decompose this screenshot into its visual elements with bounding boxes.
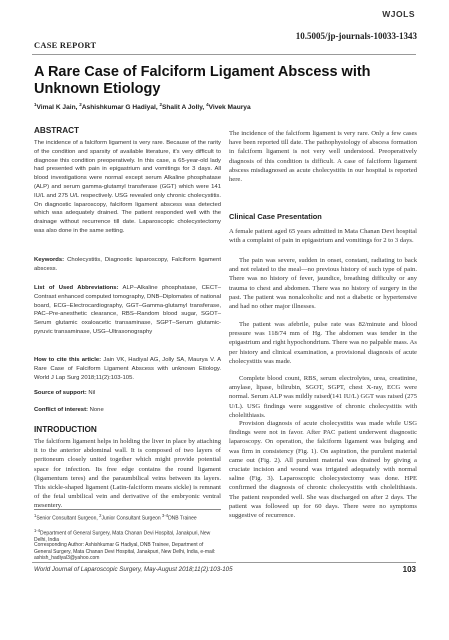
author-affil-num: 1 bbox=[34, 102, 37, 107]
abstract-heading: ABSTRACT bbox=[34, 126, 80, 135]
author-list bbox=[34, 102, 424, 111]
case-heading: Clinical Case Presentation bbox=[229, 212, 322, 221]
conflict-of-interest bbox=[34, 406, 221, 415]
cite-label: How to cite this article: bbox=[34, 357, 102, 363]
source-label: Source of support: bbox=[34, 390, 87, 396]
author-name: Shalit A Jolly, bbox=[162, 104, 207, 112]
case-para-3: The patient was afebrile, pulse rate was 82/minute and blood pressure was 118/74 mm of Hg. The abdomen was tender in the epigastrium and right hypochondrium. There was no palpable mass. As per history and clinical examination, a provisional diagnosis of acute cholecystitis was made. bbox=[229, 321, 417, 365]
abbrev-text: ALP–Alkaline phosphatase, CECT–Contrast enhanced computed tomography, DNB–Diplomates of national board, ECG–Electrocardiography, GGT–Gamma-glutamyl transferase, PAC–Pre-anesthetic clearance, RBS–Random blood sugar, SGOT–Serum glutamic oxaloacetic transaminase, SGPT–Serum glutamic-pyruvic transaminase, USG–Ultrasonography bbox=[34, 285, 221, 335]
header-rule bbox=[32, 54, 416, 55]
abstract-text: The incidence of a falciform ligament is very rare. Because of the rarity of the condition and sparsity of available literature, it's very difficult to diagnose this condition preoperatively. In this case, a 65-year-old lady had presented with pain in epigastrium and vomitings for 3 days. All blood investigations were normal except serum Alkaline phosphatase (ALP) and serum gamma-glutamyl transferase (GGT) which were 141 IU/L and 275 U/L respectively. USG revealed only chronic cholecystitis. On diagnostic laparoscopy, falciform ligament abscess was detected which was adequately drained. The patient responded well with the drainage without recurrence till date. Laparoscopic cholecystectomy was also done in the same setting. bbox=[34, 140, 221, 234]
author-affil-num: 4 bbox=[206, 102, 209, 107]
author-name: Vimal K Jain, bbox=[36, 104, 80, 112]
keywords-label: Keywords: bbox=[34, 257, 65, 263]
cite-text: Jain VK, Hadiyal AG, Jolly SA, Maurya V. A Rare Case of Falciform Ligament Abscess with unknown Etiology. World J Lap Surg 2018;11(2):103-105. bbox=[34, 357, 222, 381]
footer-journal: World Journal of Laparoscopic Surgery, May-August 2018;11(2):103-105 bbox=[34, 566, 233, 573]
case-para-1: A female patient aged 65 years admitted in Mata Chanan Devi hospital with a complaint of pain in epigastrium and vomitings for 2 to 3 days. bbox=[229, 228, 417, 245]
journal-tag: WJOLS bbox=[382, 9, 415, 19]
abbreviations bbox=[34, 284, 221, 337]
conflict-text: None bbox=[88, 407, 104, 413]
case-para-5: Provision diagnosis of acute cholecystitis was made while USG findings were not in favor. After PAC patient underwent diagnostic laparoscopy. On operation, the falciform ligament was bulging and was firm in consistency (Fig. 1). On aspiration, the purulent material came out (Fig. 2). All purulent material was drained by giving a cruciate incision and wound was irrigated adequately with normal saline (Fig. 3). Laparoscopic cholecystectomy was done. HPE confirmed the diagnosis of chronic cholecystitis with cholelithiasis. The patient responded well. She was discharged on after 2 days. The patient was followed up for 60 days. There were no symptoms suggestive of recurrence. bbox=[229, 420, 417, 520]
page-number: 103 bbox=[402, 565, 416, 574]
author-affil-num: 2 bbox=[159, 102, 162, 107]
corresponding-author: Corresponding Author: Ashishkumar G Hadiyal, DNB Trainee, Department of General Surgery, Mata Chanan Devi Hospital, Janakpuri, New Delhi, India, e-mail: ashish_hadiyal3@yahoo.com bbox=[34, 542, 216, 562]
introduction-heading: INTRODUCTION bbox=[34, 425, 97, 434]
doi: 10.5005/jp-journals-10033-1343 bbox=[295, 31, 417, 41]
author-name: Ashishkumar G Hadiyal, bbox=[81, 104, 160, 112]
introduction-text: The falciform ligament helps in holding the liver in place by attaching it to the anterior abdominal wall. It is composed of two layers of peritoneum closely united together which might provide potential space for infection. Its free edge contains the round ligament (ligamentum teres) and the paraumbilical veins between its layers. This sickle-shaped ligament (Latin-falciform means sickle) is remnant of the fetal umbilical vein and derivative of the embryonic ventral mesentery. bbox=[34, 438, 221, 510]
author-affil-num: 2 bbox=[79, 102, 82, 107]
case-para-4: Complete blood count, RBS, serum electrolytes, urea, creatinine, amylase, lipase, bilirubin, SGOT, SGPT, chest X-ray, ECG were normal. Serum ALP was mildly raised(141 IU/L) GGT was raised (275 U/L). USG findings were suggestive of chronic cholecystitis with cholelithiasis. bbox=[229, 375, 417, 419]
article-type: CASE REPORT bbox=[34, 41, 97, 50]
article-title: A Rare Case of Falciform Ligament Abscess with Unknown Etiology bbox=[34, 64, 371, 97]
abbrev-label: List of Used Abbreviations: bbox=[34, 285, 119, 291]
source-text: Nil bbox=[86, 390, 96, 396]
keywords bbox=[34, 256, 221, 274]
keywords-text: Cholecystitis, Diagnostic laparoscopy, Falciform ligament abscess. bbox=[34, 257, 221, 272]
affiliation-note: $^1$Senior Consultant Surgeon, $^2$Junior Consultant Surgeon $^{3-4}$DNB Trainee bbox=[34, 513, 197, 522]
author-name: Vivek Maurya bbox=[208, 104, 251, 112]
citation bbox=[34, 356, 221, 382]
source-of-support bbox=[34, 389, 221, 398]
intro-continued: The incidence of the falciform ligament is very rare. Only a few cases have been reported till date. The pathophysiology of abscess formation in falciform ligament is not very well understood. Preoperatively diagnosis of this condition is difficult. A case of falciform ligament abscess misdiagnosed as acute cholecystitis in our hospital is reported here. bbox=[229, 130, 417, 184]
conflict-label: Conflict of interest: bbox=[34, 407, 88, 413]
footnote-rule bbox=[34, 509, 221, 510]
footer-rule bbox=[32, 562, 416, 563]
case-para-2: The pain was severe, sudden in onset, constant, radiating to back and not related to the meal—no previous history of such type of pain. There was no history of fever, jaundice, breathing difficulty or any trauma to chest and abdomen. There was no history of surgery in the past. The patient was nonalcoholic and not a diabetic or hypertensive and had no other major illnesses. bbox=[229, 257, 417, 311]
department-note: $^{1-4}$Department of General Surgery, Mata Chanan Devi Hospital, Janakpuri, New Delhi, India bbox=[34, 528, 211, 544]
